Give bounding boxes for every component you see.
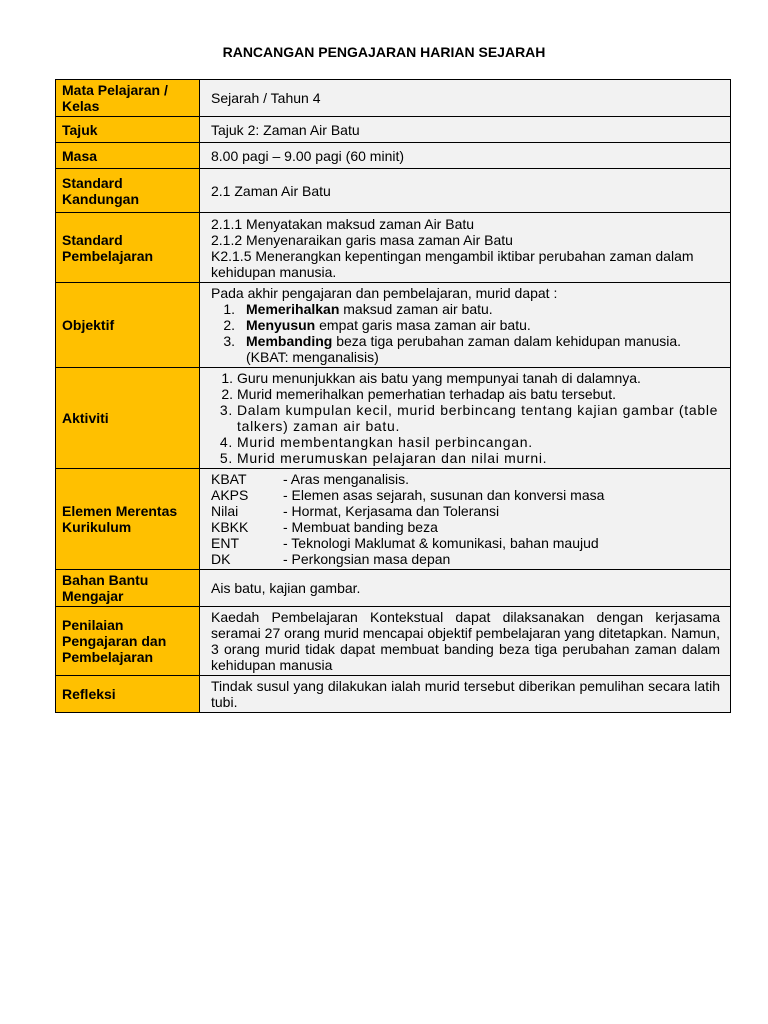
emk-desc: - Teknologi Maklumat & komunikasi, bahan maujud	[283, 535, 599, 551]
row-tajuk	[56, 117, 731, 143]
aktiviti-text: Murid membentangkan hasil perbincangan.	[237, 434, 533, 450]
emk-key: Nilai	[211, 503, 239, 519]
value-tajuk: Tajuk 2: Zaman Air Batu	[200, 117, 731, 143]
label-tajuk: Tajuk	[56, 117, 200, 143]
aktiviti-text: Murid memerihalkan pemerhatian terhadap ais batu tersebut.	[237, 386, 616, 402]
value-standard-pembelajaran	[200, 213, 731, 283]
objektif-num: 1.	[223, 301, 235, 317]
row-objektif	[56, 283, 731, 368]
value-masa: 8.00 pagi – 9.00 pagi (60 minit)	[200, 143, 731, 169]
row-penilaian	[56, 607, 731, 676]
objektif-text: maksud zaman air batu.	[339, 301, 493, 317]
value-mata-pelajaran: Sejarah / Tahun 4	[200, 80, 731, 117]
aktiviti-item	[211, 402, 720, 434]
sp-line: 2.1.1 Menyatakan maksud zaman Air Batu	[211, 215, 475, 232]
row-masa	[56, 143, 731, 169]
row-standard-pembelajaran	[56, 213, 731, 283]
objektif-verb: Menyusun	[246, 317, 316, 333]
label-aktiviti: Aktiviti	[56, 368, 200, 469]
objektif-item	[211, 301, 720, 317]
lesson-plan-table	[55, 79, 731, 713]
emk-item	[211, 551, 720, 567]
aktiviti-num: 5.	[219, 450, 233, 466]
emk-item	[211, 503, 720, 519]
objektif-num: 2.	[223, 317, 235, 333]
emk-desc: - Membuat banding beza	[283, 519, 438, 535]
aktiviti-text: Dalam kumpulan kecil, murid berbincang tentang kajian gambar (table talkers) zaman air batu.	[237, 402, 719, 434]
emk-desc: - Perkongsian masa depan	[283, 551, 451, 567]
objektif-item	[211, 317, 720, 333]
objektif-verb: Memerihalkan	[246, 301, 340, 317]
aktiviti-text: Guru menunjukkan ais batu yang mempunyai tanah di dalamnya.	[237, 370, 641, 386]
label-emk: Elemen Merentas Kurikulum	[56, 469, 200, 570]
label-refleksi: Refleksi	[56, 676, 200, 713]
emk-item	[211, 535, 720, 551]
row-refleksi	[56, 676, 731, 713]
label-penilaian: Penilaian Pengajaran dan Pembelajaran	[56, 607, 200, 676]
objektif-text: beza tiga perubahan zaman dalam kehidupan manusia. (KBAT: menganalisis)	[246, 333, 682, 365]
label-objektif: Objektif	[56, 283, 200, 368]
label-masa: Masa	[56, 143, 200, 169]
label-standard-kandungan: Standard Kandungan	[56, 169, 200, 213]
objektif-text: empat garis masa zaman air batu.	[315, 317, 531, 333]
emk-desc: - Elemen asas sejarah, susunan dan konversi masa	[283, 487, 605, 503]
aktiviti-item	[211, 370, 720, 386]
value-refleksi: Tindak susul yang dilakukan ialah murid tersebut diberikan pemulihan secara latih tubi.	[200, 676, 731, 713]
aktiviti-item	[211, 386, 720, 402]
label-mata-pelajaran: Mata Pelajaran / Kelas	[56, 80, 200, 117]
row-standard-kandungan	[56, 169, 731, 213]
aktiviti-num: 3.	[219, 402, 233, 418]
sp-line: 2.1.2 Menyenaraikan garis masa zaman Air Batu	[211, 231, 513, 248]
label-bahan-bantu: Bahan Bantu Mengajar	[56, 570, 200, 607]
emk-key: AKPS	[211, 487, 249, 503]
value-emk	[200, 469, 731, 570]
row-aktiviti	[56, 368, 731, 469]
objektif-intro: Pada akhir pengajaran dan pembelajaran, murid dapat :	[211, 285, 558, 301]
aktiviti-num: 2.	[221, 386, 233, 402]
aktiviti-num: 1.	[221, 370, 233, 386]
objektif-verb: Membanding	[246, 333, 333, 349]
label-standard-pembelajaran: Standard Pembelajaran	[56, 213, 200, 283]
emk-desc: - Hormat, Kerjasama dan Toleransi	[283, 503, 500, 519]
sp-line: K2.1.5 Menerangkan kepentingan mengambil iktibar perubahan zaman dalam kehidupan manusia.	[211, 247, 694, 280]
value-bahan-bantu: Ais batu, kajian gambar.	[200, 570, 731, 607]
emk-key: DK	[211, 551, 231, 567]
row-mata-pelajaran	[56, 80, 731, 117]
page-title: RANCANGAN PENGAJARAN HARIAN SEJARAH	[222, 44, 546, 60]
emk-key: ENT	[211, 535, 239, 551]
aktiviti-item	[211, 450, 720, 466]
row-bahan-bantu	[56, 570, 731, 607]
aktiviti-item	[211, 434, 720, 450]
emk-item	[211, 519, 720, 535]
row-emk	[56, 469, 731, 570]
objektif-num: 3.	[223, 333, 235, 349]
emk-item	[211, 471, 720, 487]
value-standard-kandungan: 2.1 Zaman Air Batu	[200, 169, 731, 213]
aktiviti-num: 4.	[219, 434, 233, 450]
value-objektif	[200, 283, 731, 368]
aktiviti-text: Murid merumuskan pelajaran dan nilai murni.	[237, 450, 548, 466]
emk-key: KBKK	[211, 519, 249, 535]
value-aktiviti	[200, 368, 731, 469]
emk-desc: - Aras menganalisis.	[283, 471, 410, 487]
emk-item	[211, 487, 720, 503]
emk-key: KBAT	[211, 471, 247, 487]
value-penilaian: Kaedah Pembelajaran Kontekstual dapat dilaksanakan dengan kerjasama seramai 27 orang murid mencapai objektif pembelajaran yang ditetapkan. Namun, 3 orang murid tidak dapat membuat banding beza tiga perubahan zaman dalam kehidupan manusia	[200, 607, 731, 676]
objektif-item	[211, 333, 720, 365]
